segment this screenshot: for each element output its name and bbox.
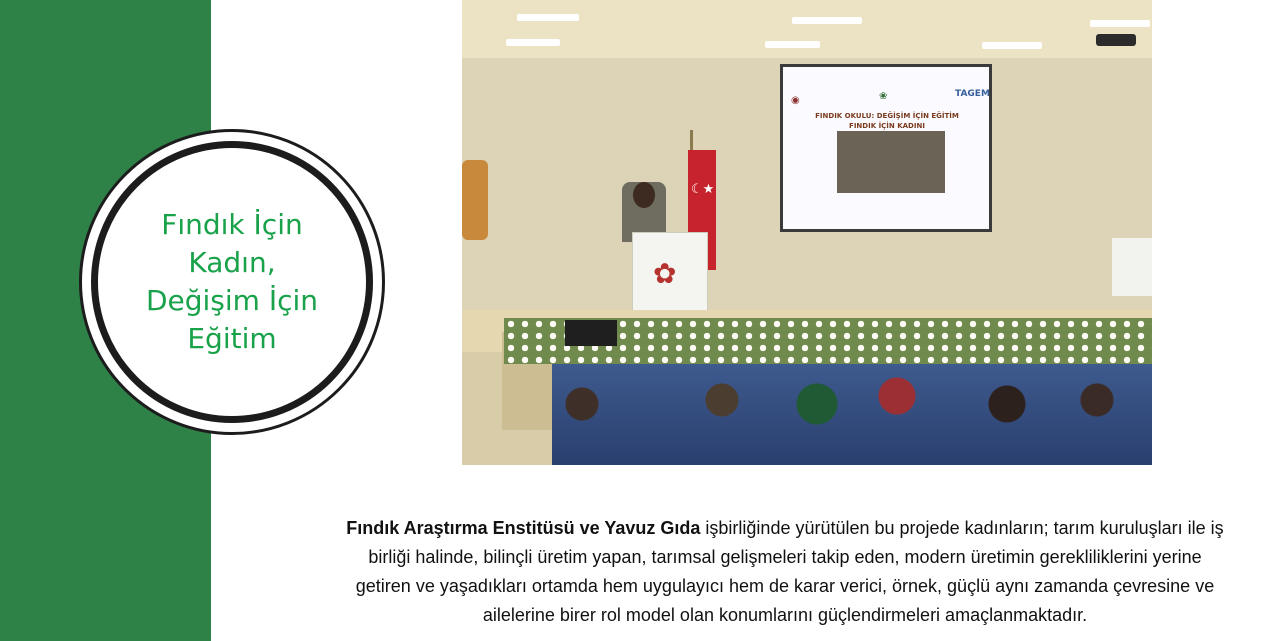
seal-icon: ✿ (653, 257, 677, 290)
audience (552, 364, 1152, 465)
projector (1096, 34, 1136, 46)
ceiling-light (506, 39, 560, 46)
ceiling-light (982, 42, 1042, 49)
event-photo (462, 0, 1152, 465)
badge-title: Fındık İçin Kadın, Değişim İçin Eğitim (145, 208, 319, 355)
ceiling (462, 0, 1152, 58)
ceiling-light (792, 17, 862, 24)
side-table (1112, 238, 1152, 296)
slide-logo-tagem: TAGEM (955, 89, 990, 99)
title-badge-ring (91, 141, 373, 423)
ceiling-light (765, 41, 820, 48)
description-text (340, 514, 1230, 630)
slide-heading: FINDIK OKULU: DEĞİŞİM İÇİN EĞİTİM FINDIK İÇİN KADINI (815, 112, 959, 130)
stage-monitor (565, 320, 617, 346)
title-badge (79, 129, 385, 435)
ceiling-light (517, 14, 579, 21)
slide-seal-icon: ◉ (791, 95, 800, 106)
description-rest: işbirliğinde yürütülen bu projede kadınların; tarım kuruluşları ile iş birliği halinde, bilinçli üretim yapan, tarımsal gelişmeleri takip eden, modern üretimin gerekliliklerini yerine getiren ve yaşadıkları ortamda hem uygulayıcı hem de karar verici, örnek, güçlü aynı zamanda çevresine ve ailelerine birer rol model olan konumlarını güçlendirmeleri amaçlanmaktadır. (355, 518, 1224, 625)
crescent-star-icon: ☾★ (691, 182, 715, 197)
flower-stand (462, 160, 488, 240)
description-lead: Fındık Araştırma Enstitüsü ve Yavuz Gıda (346, 518, 701, 538)
ceiling-light (1090, 20, 1150, 27)
projection-screen (780, 64, 992, 232)
slide-logo-icon: ❀ (879, 91, 888, 102)
slide-photo (837, 131, 945, 193)
speaker-head (633, 182, 655, 208)
